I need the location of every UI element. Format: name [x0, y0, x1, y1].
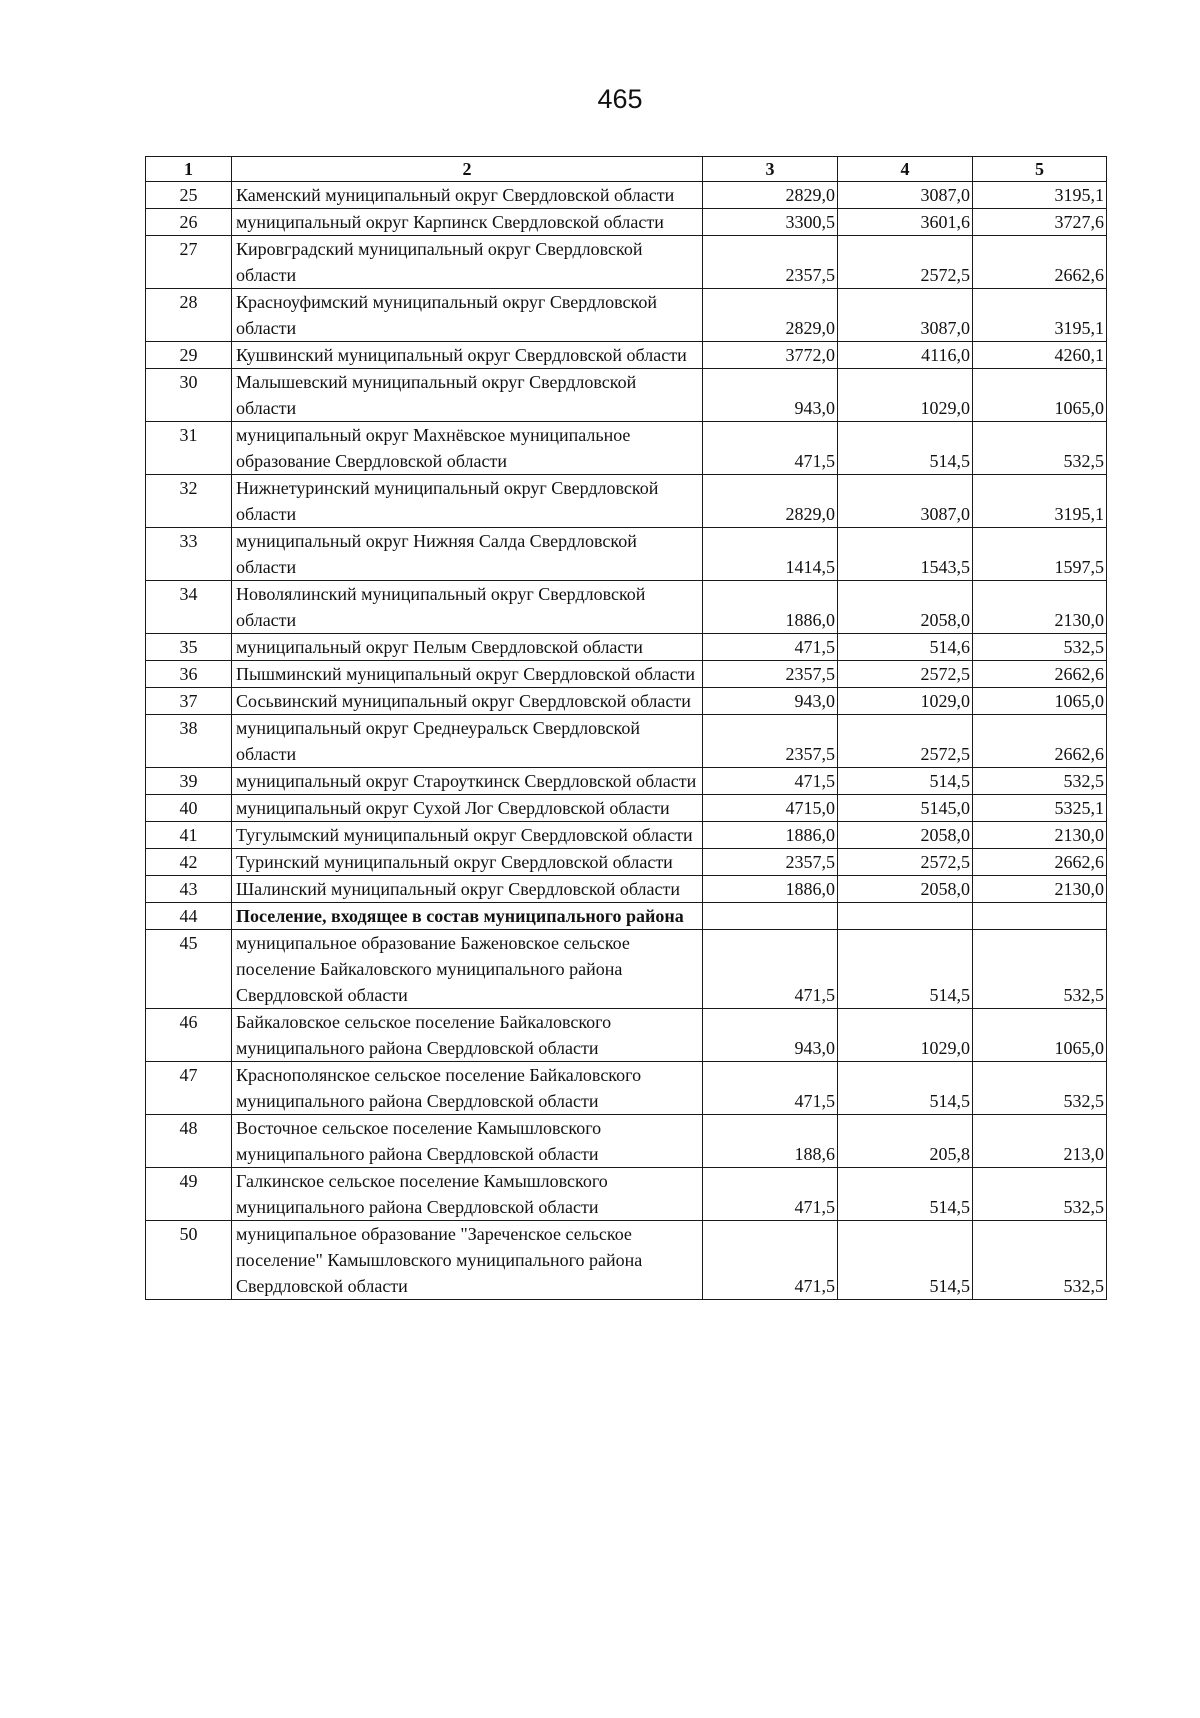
- row-number-cell: 44: [146, 903, 232, 930]
- table-row: [146, 849, 1107, 876]
- budget-table: [145, 156, 1107, 1300]
- row-number-cell: 29: [146, 342, 232, 369]
- table-row: [146, 1168, 1107, 1221]
- value-col4-cell: 2572,5: [838, 715, 973, 768]
- value-col3-cell: 3772,0: [703, 342, 838, 369]
- value-col5-cell: 3195,1: [973, 475, 1107, 528]
- value-col3-cell: 2357,5: [703, 715, 838, 768]
- table-row: [146, 1115, 1107, 1168]
- value-col3-cell: 471,5: [703, 1168, 838, 1221]
- row-number-cell: 27: [146, 236, 232, 289]
- value-col4-cell: 3087,0: [838, 289, 973, 342]
- value-col4-cell: 1029,0: [838, 688, 973, 715]
- table-row: [146, 581, 1107, 634]
- row-number-cell: 36: [146, 661, 232, 688]
- row-number-cell: 46: [146, 1009, 232, 1062]
- value-col3-cell: 943,0: [703, 369, 838, 422]
- row-number-cell: 37: [146, 688, 232, 715]
- municipality-name-cell: муниципальный округ Нижняя Салда Свердловской области: [232, 528, 703, 581]
- value-col5-cell: 213,0: [973, 1115, 1107, 1168]
- value-col3-cell: 471,5: [703, 930, 838, 1009]
- value-col5-cell: 2662,6: [973, 849, 1107, 876]
- value-col5-cell: [973, 903, 1107, 930]
- value-col5-cell: 1597,5: [973, 528, 1107, 581]
- value-col3-cell: 2829,0: [703, 182, 838, 209]
- page-number: 465: [597, 84, 643, 114]
- value-col3-cell: 2829,0: [703, 289, 838, 342]
- municipality-name-cell: муниципальный округ Среднеуральск Свердловской области: [232, 715, 703, 768]
- section-row: [146, 903, 1107, 930]
- value-col4-cell: 3087,0: [838, 182, 973, 209]
- municipality-name-cell: муниципальный округ Карпинск Свердловской области: [232, 209, 703, 236]
- municipality-name-cell: муниципальное образование Баженовское сельское поселение Байкаловского муниципального района Свердловской области: [232, 930, 703, 1009]
- value-col4-cell: 3087,0: [838, 475, 973, 528]
- municipality-name-cell: Галкинское сельское поселение Камышловского муниципального района Свердловской области: [232, 1168, 703, 1221]
- value-col4-cell: 514,5: [838, 1062, 973, 1115]
- value-col3-cell: 2829,0: [703, 475, 838, 528]
- row-number-cell: 47: [146, 1062, 232, 1115]
- value-col5-cell: 2130,0: [973, 876, 1107, 903]
- row-number-cell: 38: [146, 715, 232, 768]
- row-number-cell: 43: [146, 876, 232, 903]
- table-row: [146, 822, 1107, 849]
- value-col4-cell: 1029,0: [838, 1009, 973, 1062]
- value-col3-cell: 1886,0: [703, 822, 838, 849]
- value-col5-cell: 532,5: [973, 1168, 1107, 1221]
- value-col5-cell: 3195,1: [973, 182, 1107, 209]
- municipality-name-cell: Сосьвинский муниципальный округ Свердловской области: [232, 688, 703, 715]
- municipality-name-cell: муниципальный округ Староуткинск Свердловской области: [232, 768, 703, 795]
- value-col5-cell: 2662,6: [973, 236, 1107, 289]
- column-header: 5: [973, 157, 1107, 182]
- row-number-cell: 41: [146, 822, 232, 849]
- value-col3-cell: 471,5: [703, 634, 838, 661]
- value-col5-cell: 1065,0: [973, 1009, 1107, 1062]
- row-number-cell: 34: [146, 581, 232, 634]
- value-col3-cell: 471,5: [703, 1221, 838, 1300]
- table-row: [146, 876, 1107, 903]
- table-row: [146, 475, 1107, 528]
- value-col4-cell: 2572,5: [838, 849, 973, 876]
- value-col5-cell: 2130,0: [973, 822, 1107, 849]
- value-col3-cell: 1414,5: [703, 528, 838, 581]
- value-col5-cell: 532,5: [973, 634, 1107, 661]
- value-col4-cell: 4116,0: [838, 342, 973, 369]
- value-col4-cell: 514,5: [838, 930, 973, 1009]
- value-col4-cell: 2058,0: [838, 876, 973, 903]
- value-col3-cell: 2357,5: [703, 236, 838, 289]
- value-col3-cell: 471,5: [703, 768, 838, 795]
- value-col5-cell: 532,5: [973, 768, 1107, 795]
- municipality-name-cell: Поселение, входящее в состав муниципального района: [232, 903, 703, 930]
- value-col5-cell: 5325,1: [973, 795, 1107, 822]
- municipality-name-cell: Малышевский муниципальный округ Свердловской области: [232, 369, 703, 422]
- municipality-name-cell: Красноуфимский муниципальный округ Свердловской области: [232, 289, 703, 342]
- municipality-name-cell: Восточное сельское поселение Камышловского муниципального района Свердловской области: [232, 1115, 703, 1168]
- value-col3-cell: 1886,0: [703, 876, 838, 903]
- value-col4-cell: 514,5: [838, 422, 973, 475]
- value-col3-cell: 943,0: [703, 688, 838, 715]
- value-col4-cell: 1029,0: [838, 369, 973, 422]
- municipality-name-cell: Шалинский муниципальный округ Свердловской области: [232, 876, 703, 903]
- value-col5-cell: 532,5: [973, 1062, 1107, 1115]
- value-col3-cell: 3300,5: [703, 209, 838, 236]
- value-col4-cell: 5145,0: [838, 795, 973, 822]
- value-col3-cell: [703, 903, 838, 930]
- municipality-name-cell: Каменский муниципальный округ Свердловской области: [232, 182, 703, 209]
- row-number-cell: 32: [146, 475, 232, 528]
- value-col4-cell: 2058,0: [838, 822, 973, 849]
- table-row: [146, 768, 1107, 795]
- value-col3-cell: 2357,5: [703, 661, 838, 688]
- value-col4-cell: 2572,5: [838, 236, 973, 289]
- row-number-cell: 42: [146, 849, 232, 876]
- municipality-name-cell: Туринский муниципальный округ Свердловской области: [232, 849, 703, 876]
- column-header: 4: [838, 157, 973, 182]
- table-row: [146, 209, 1107, 236]
- value-col5-cell: 1065,0: [973, 688, 1107, 715]
- value-col5-cell: 532,5: [973, 930, 1107, 1009]
- table-row: [146, 688, 1107, 715]
- table-body: [146, 182, 1107, 1300]
- municipality-name-cell: Новолялинский муниципальный округ Свердловской области: [232, 581, 703, 634]
- value-col3-cell: 1886,0: [703, 581, 838, 634]
- table-header-row: [146, 157, 1107, 182]
- value-col3-cell: 2357,5: [703, 849, 838, 876]
- municipality-name-cell: муниципальный округ Сухой Лог Свердловской области: [232, 795, 703, 822]
- value-col3-cell: 4715,0: [703, 795, 838, 822]
- value-col4-cell: 514,6: [838, 634, 973, 661]
- value-col4-cell: 514,5: [838, 1221, 973, 1300]
- value-col5-cell: 4260,1: [973, 342, 1107, 369]
- table-row: [146, 634, 1107, 661]
- municipality-name-cell: Краснополянское сельское поселение Байкаловского муниципального района Свердловской области: [232, 1062, 703, 1115]
- municipality-name-cell: Пышминский муниципальный округ Свердловской области: [232, 661, 703, 688]
- value-col4-cell: 3601,6: [838, 209, 973, 236]
- row-number-cell: 26: [146, 209, 232, 236]
- column-header: 1: [146, 157, 232, 182]
- row-number-cell: 45: [146, 930, 232, 1009]
- value-col4-cell: 2058,0: [838, 581, 973, 634]
- value-col4-cell: 205,8: [838, 1115, 973, 1168]
- column-header: 3: [703, 157, 838, 182]
- table-row: [146, 422, 1107, 475]
- municipality-name-cell: муниципальный округ Махнёвское муниципальное образование Свердловской области: [232, 422, 703, 475]
- row-number-cell: 49: [146, 1168, 232, 1221]
- table-row: [146, 342, 1107, 369]
- value-col4-cell: 514,5: [838, 1168, 973, 1221]
- table-row: [146, 1062, 1107, 1115]
- value-col4-cell: 2572,5: [838, 661, 973, 688]
- municipality-name-cell: Кушвинский муниципальный округ Свердловской области: [232, 342, 703, 369]
- row-number-cell: 31: [146, 422, 232, 475]
- table-row: [146, 930, 1107, 1009]
- table-row: [146, 1221, 1107, 1300]
- table-row: [146, 528, 1107, 581]
- value-col3-cell: 471,5: [703, 422, 838, 475]
- municipality-name-cell: Кировградский муниципальный округ Свердловской области: [232, 236, 703, 289]
- value-col5-cell: 2662,6: [973, 715, 1107, 768]
- row-number-cell: 25: [146, 182, 232, 209]
- row-number-cell: 35: [146, 634, 232, 661]
- value-col5-cell: 532,5: [973, 1221, 1107, 1300]
- value-col5-cell: 2662,6: [973, 661, 1107, 688]
- value-col3-cell: 943,0: [703, 1009, 838, 1062]
- table-row: [146, 795, 1107, 822]
- municipality-name-cell: Байкаловское сельское поселение Байкаловского муниципального района Свердловской области: [232, 1009, 703, 1062]
- row-number-cell: 39: [146, 768, 232, 795]
- table-row: [146, 661, 1107, 688]
- value-col5-cell: 2130,0: [973, 581, 1107, 634]
- table-row: [146, 289, 1107, 342]
- value-col5-cell: 3727,6: [973, 209, 1107, 236]
- value-col5-cell: 1065,0: [973, 369, 1107, 422]
- value-col3-cell: 188,6: [703, 1115, 838, 1168]
- municipality-name-cell: муниципальный округ Пелым Свердловской области: [232, 634, 703, 661]
- table-row: [146, 715, 1107, 768]
- row-number-cell: 28: [146, 289, 232, 342]
- table-row: [146, 369, 1107, 422]
- value-col4-cell: 1543,5: [838, 528, 973, 581]
- value-col4-cell: 514,5: [838, 768, 973, 795]
- row-number-cell: 48: [146, 1115, 232, 1168]
- value-col5-cell: 532,5: [973, 422, 1107, 475]
- table-row: [146, 1009, 1107, 1062]
- municipality-name-cell: Тугулымский муниципальный округ Свердловской области: [232, 822, 703, 849]
- municipality-name-cell: Нижнетуринский муниципальный округ Свердловской области: [232, 475, 703, 528]
- row-number-cell: 50: [146, 1221, 232, 1300]
- value-col5-cell: 3195,1: [973, 289, 1107, 342]
- table-row: [146, 182, 1107, 209]
- row-number-cell: 30: [146, 369, 232, 422]
- table-row: [146, 236, 1107, 289]
- row-number-cell: 40: [146, 795, 232, 822]
- value-col4-cell: [838, 903, 973, 930]
- value-col3-cell: 471,5: [703, 1062, 838, 1115]
- column-header: 2: [232, 157, 703, 182]
- row-number-cell: 33: [146, 528, 232, 581]
- municipality-name-cell: муниципальное образование "Зареченское сельское поселение" Камышловского муниципального района Свердловской области: [232, 1221, 703, 1300]
